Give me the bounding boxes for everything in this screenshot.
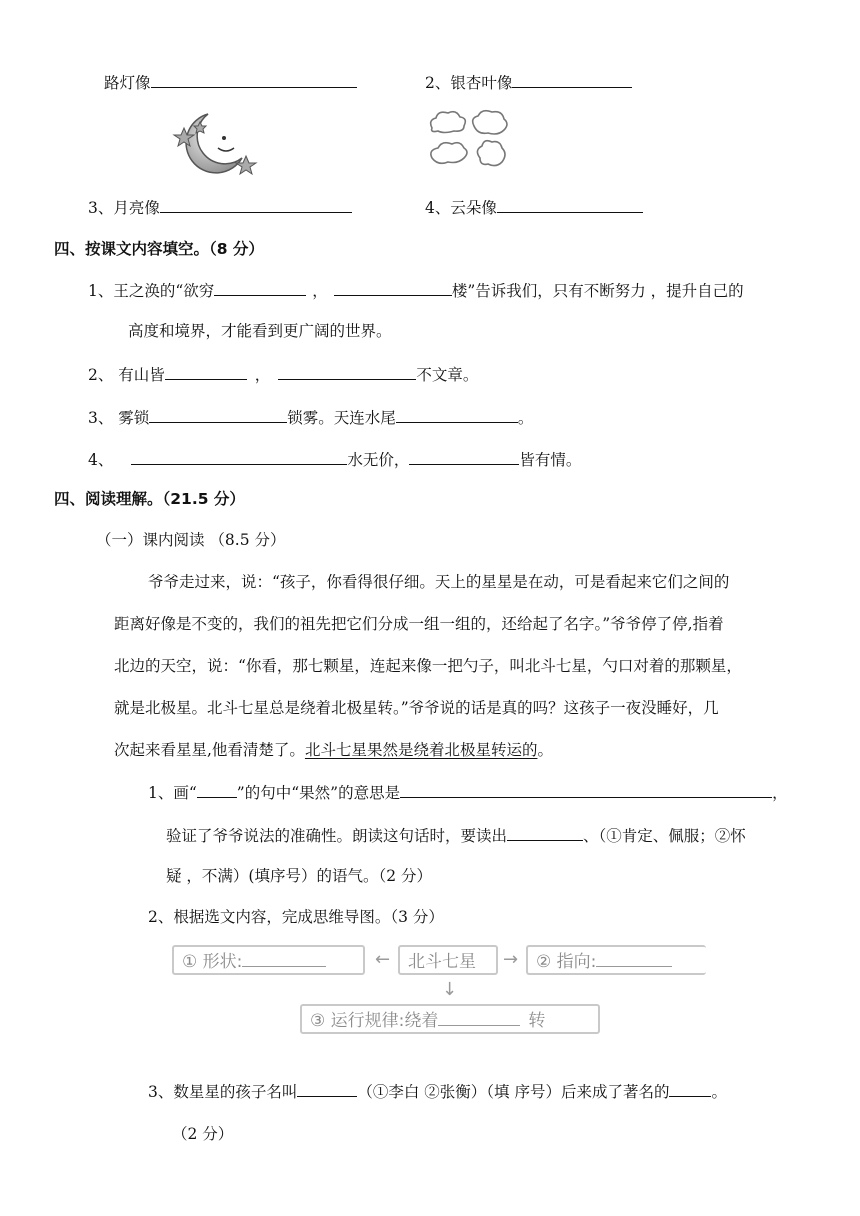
r-q1-line1 [148,782,788,803]
r-q3-line2: （2 分） [172,1125,234,1143]
answer-blank[interactable] [165,364,247,380]
answer-blank[interactable] [512,72,632,88]
s4-q4-text-a: 4、 [88,451,114,469]
mindmap-center-box: 北斗七星 [398,945,498,975]
answer-blank[interactable] [149,407,287,423]
answer-blank[interactable] [131,449,347,465]
s4-q1-text-c: 楼”告诉我们，只有不断努力 ，提升自己的 [451,282,744,300]
answer-blank[interactable] [160,197,352,213]
r-q3-line1 [148,1081,727,1102]
r-q1-line3: 疑 ，不满）(填序号）的语气。（2 分） [166,867,433,885]
passage-text: 次起来看星星,他看清楚了。 [114,741,305,759]
mindmap-direction-box [526,945,706,975]
s4-q2-text-a: 2、 有山皆 [88,366,165,384]
r-q3-text-a: 3、数星星的孩子名叫 [148,1083,298,1101]
moon-with-stars-icon [168,108,260,178]
answer-blank[interactable] [334,280,452,296]
r-q1-text-a: 1、画“ [148,784,197,802]
mindmap-rule-label-b: 转 [528,1011,546,1031]
mindmap-blank[interactable] [438,1007,520,1026]
q-cloud-label: 4、云朵像 [425,199,497,217]
r-q1-line2 [166,825,746,846]
s4-q2-text-b: ， [254,366,271,384]
s4-q4 [88,449,581,470]
answer-blank[interactable] [396,407,518,423]
s4-q1-line2: 高度和境界，才能看到更广阔的世界。 [128,322,392,340]
mindmap-blank[interactable] [596,948,672,967]
mindmap-rule-label-a: ③ 运行规律:绕着 [310,1011,439,1031]
s4-q3-text-a: 3、 雾锁 [88,409,150,427]
answer-blank[interactable] [669,1081,711,1097]
r-q1-text-c: ， [772,784,788,802]
mindmap-shape-label: ① 形状: [182,952,243,972]
answer-blank[interactable] [507,825,583,841]
q-ginkgo-label: 2、银杏叶像 [425,74,513,92]
r-q3-text-b: （①李白 ②张衡）（填 序号）后来成了著名的 [357,1083,670,1101]
arrow-right-icon: → [503,949,519,970]
answer-blank[interactable] [297,1081,357,1097]
arrow-down-icon: ↓ [442,979,458,1000]
r-q2: 2、根据选文内容，完成思维导图。（3 分） [148,908,444,926]
section5-heading: 四、阅读理解。（21.5 分） [54,490,245,508]
passage-period: 。 [537,741,553,759]
passage-line-4: 就是北极星。北斗七星总是绕着北极星转。”爷爷说的话是真的吗？这孩子一夜没睡好，几 [114,699,719,717]
q-streetlamp-label: 路灯像 [104,74,151,92]
mindmap-direction-label: ② 指向: [536,952,597,972]
mindmap-rule-box [300,1004,600,1034]
underline-symbol [197,782,237,798]
s4-q1-text-a: 1、王之涣的“欲穷 [88,282,215,300]
answer-blank[interactable] [278,364,416,380]
arrow-left-icon: ← [375,949,391,970]
r-q3-text-c: 。 [711,1083,727,1101]
q-moon-label: 3、月亮像 [88,199,160,217]
mindmap-blank[interactable] [242,948,326,967]
passage-line-5 [114,740,553,760]
answer-blank[interactable] [151,72,357,88]
section5-subheading: （一）课内阅读 （8.5 分） [96,531,286,549]
s4-q2-text-c: 不文章。 [416,366,479,384]
passage-line-1: 爷爷走过来，说：“孩子，你看得很仔细。天上的星星是在动，可是看起来它们之间的 [148,573,730,591]
s4-q4-text-b: 水无价， [347,451,410,469]
s4-q1-text-b: ， [312,282,328,300]
r-q1-text-e: 、（①肯定、佩服；②怀 [583,827,746,845]
passage-line-2: 距离好像是不变的，我们的祖先把它们分成一组一组的，还给起了名字。”爷爷停了停,指着 [114,615,724,633]
s4-q4-text-c: 皆有情。 [519,451,582,469]
r-q1-text-b: ”的句中“果然”的意思是 [236,784,401,802]
r-q1-text-d: 验证了爷爷说法的准确性。朗读这句话时，要读出 [166,827,508,845]
s4-q3 [88,407,533,428]
q-ginkgo [425,72,632,93]
passage-line-3: 北边的天空，说：“你看，那七颗星，连起来像一把勺子，叫北斗七星，勺口对着的那颗星， [114,657,742,675]
s4-q1-line1 [88,280,744,301]
s4-q2 [88,364,478,385]
clouds-icon [426,106,510,176]
answer-blank[interactable] [497,197,643,213]
underlined-sentence: 北斗七星果然是绕着北极星转运的 [304,741,538,759]
mindmap-shape-box [172,945,365,975]
s4-q3-text-c: 。 [517,409,534,427]
answer-blank[interactable] [214,280,306,296]
section4-heading: 四、按课文内容填空。（8 分） [54,240,264,258]
q-cloud [425,197,643,218]
answer-blank[interactable] [400,782,772,798]
s4-q3-text-b: 锁雾。天连水尾 [287,409,396,427]
answer-blank[interactable] [409,449,519,465]
q-moon [88,197,352,218]
q-streetlamp [104,72,357,93]
